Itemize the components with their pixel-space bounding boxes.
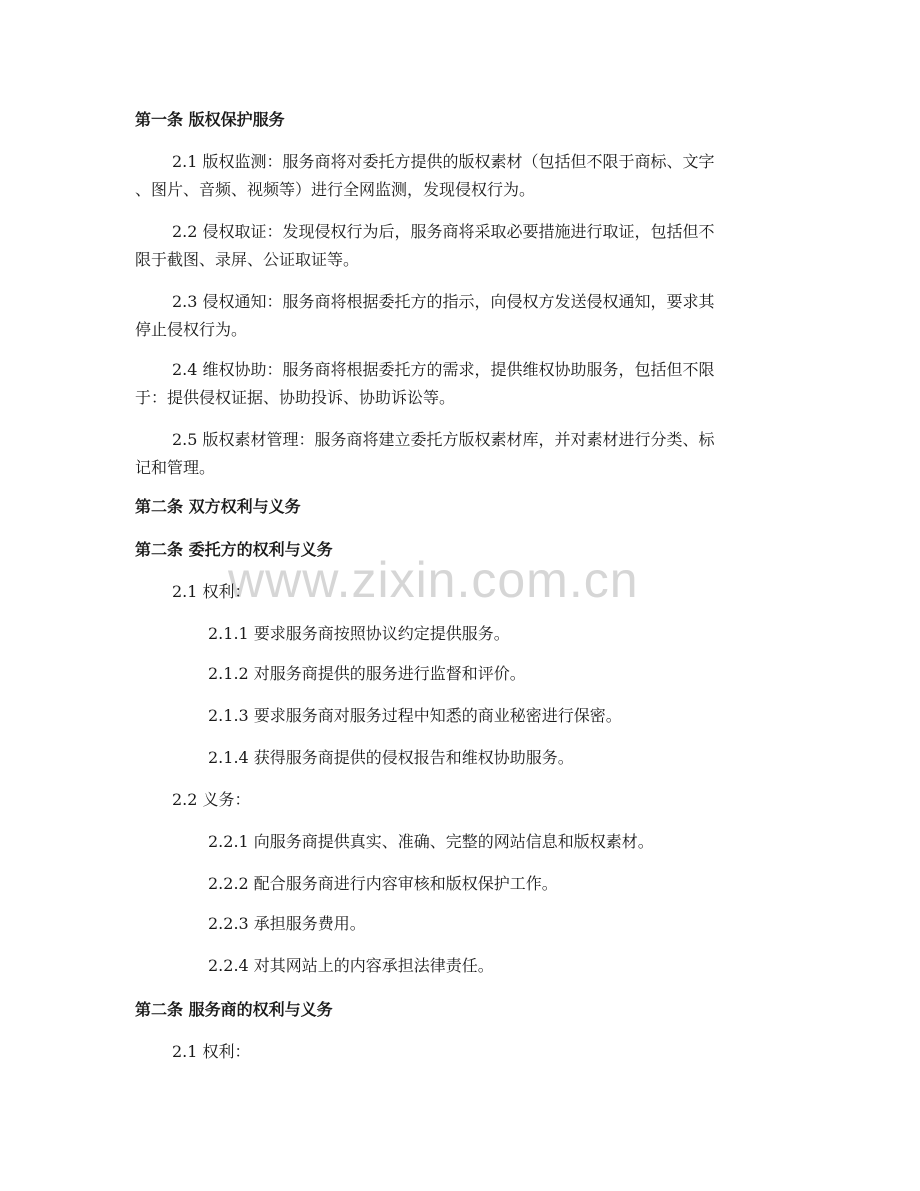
clause-2-1-2: 2.1.2 对服务商提供的服务进行监督和评价。 <box>208 664 526 683</box>
section-heading-3: 第二条 委托方的权利与义务 <box>135 540 333 559</box>
clause-2-1-3: 2.1.3 要求服务商对服务过程中知悉的商业秘密进行保密。 <box>208 706 622 725</box>
clause-2-2-obligations: 2.2 义务： <box>172 790 251 809</box>
paragraph-2-3-line-2: 停止侵权行为。 <box>135 320 248 339</box>
clause-2-2-4: 2.2.4 对其网站上的内容承担法律责任。 <box>208 956 494 975</box>
paragraph-2-4-line-2: 于：提供侵权证据、协助投诉、协助诉讼等。 <box>135 388 456 407</box>
paragraph-2-1-line-2: 、图片、音频、视频等）进行全网监测，发现侵权行为。 <box>135 180 536 199</box>
paragraph-2-5-line-2: 记和管理。 <box>135 458 216 477</box>
watermark: www.zixin.com.cn <box>228 552 639 608</box>
clause-2-2-3: 2.2.3 承担服务费用。 <box>208 914 366 933</box>
paragraph-2-1-line-1: 2.1 版权监测：服务商将对委托方提供的版权素材（包括但不限于商标、文字 <box>172 152 715 171</box>
paragraph-2-2-line-1: 2.2 侵权取证：发现侵权行为后，服务商将采取必要措施进行取证，包括但不 <box>172 222 715 241</box>
paragraph-2-4-line-1: 2.4 维权协助：服务商将根据委托方的需求，提供维权协助服务，包括但不限 <box>172 360 715 379</box>
section-heading-2: 第二条 双方权利与义务 <box>135 497 301 516</box>
section-heading-1: 第一条 版权保护服务 <box>135 110 285 129</box>
paragraph-2-5-line-1: 2.5 版权素材管理：服务商将建立委托方版权素材库，并对素材进行分类、标 <box>172 430 715 449</box>
clause-2-1-4: 2.1.4 获得服务商提供的侵权报告和维权协助服务。 <box>208 748 574 767</box>
section-heading-4: 第二条 服务商的权利与义务 <box>135 1000 333 1019</box>
clause-2-2-1: 2.2.1 向服务商提供真实、准确、完整的网站信息和版权素材。 <box>208 832 654 851</box>
paragraph-2-3-line-1: 2.3 侵权通知：服务商将根据委托方的指示，向侵权方发送侵权通知，要求其 <box>172 292 715 311</box>
clause-2-2-2: 2.2.2 配合服务商进行内容审核和版权保护工作。 <box>208 874 558 893</box>
paragraph-2-2-line-2: 限于截图、录屏、公证取证等。 <box>135 250 360 269</box>
clause-2-1-rights: 2.1 权利： <box>172 582 251 601</box>
clause-2-1-1: 2.1.1 要求服务商按照协议约定提供服务。 <box>208 624 510 643</box>
clause-2-1-rights-service: 2.1 权利： <box>172 1042 251 1061</box>
